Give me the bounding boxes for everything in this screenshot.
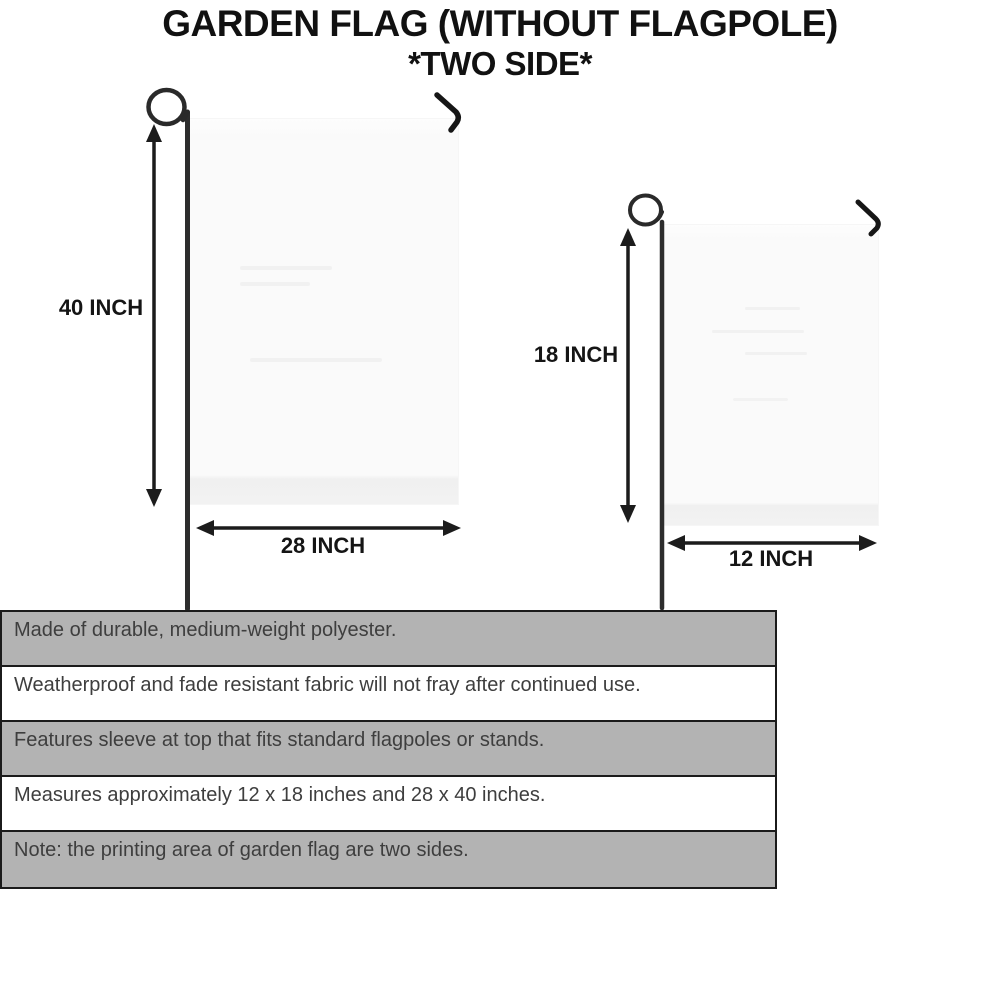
large-flag-width-label: 28 INCH	[280, 533, 366, 558]
features-table	[0, 610, 777, 889]
large-flag-fabric	[189, 119, 458, 504]
small-flag-width-label: 12 INCH	[728, 546, 814, 571]
small-flag-height-label: 18 INCH	[533, 342, 619, 367]
table-row: Note: the printing area of garden flag are two sides.	[2, 832, 775, 887]
page-title	[0, 4, 1000, 82]
table-row: Made of durable, medium-weight polyester.	[2, 612, 775, 667]
small-flag-fabric	[663, 225, 878, 525]
small-flag-height-arrow	[620, 228, 636, 523]
title-line-1: GARDEN FLAG (WITHOUT FLAGPOLE)	[162, 3, 838, 44]
large-flag-height-label: 40 INCH	[58, 295, 144, 320]
title-line-2: *TWO SIDE*	[408, 44, 592, 82]
table-row: Weatherproof and fade resistant fabric will not fray after continued use.	[2, 667, 775, 722]
table-row: Features sleeve at top that fits standard flagpoles or stands.	[2, 722, 775, 777]
large-flagpole	[149, 90, 188, 609]
table-row: Measures approximately 12 x 18 inches and 28 x 40 inches.	[2, 777, 775, 832]
small-flagpole	[630, 196, 662, 609]
